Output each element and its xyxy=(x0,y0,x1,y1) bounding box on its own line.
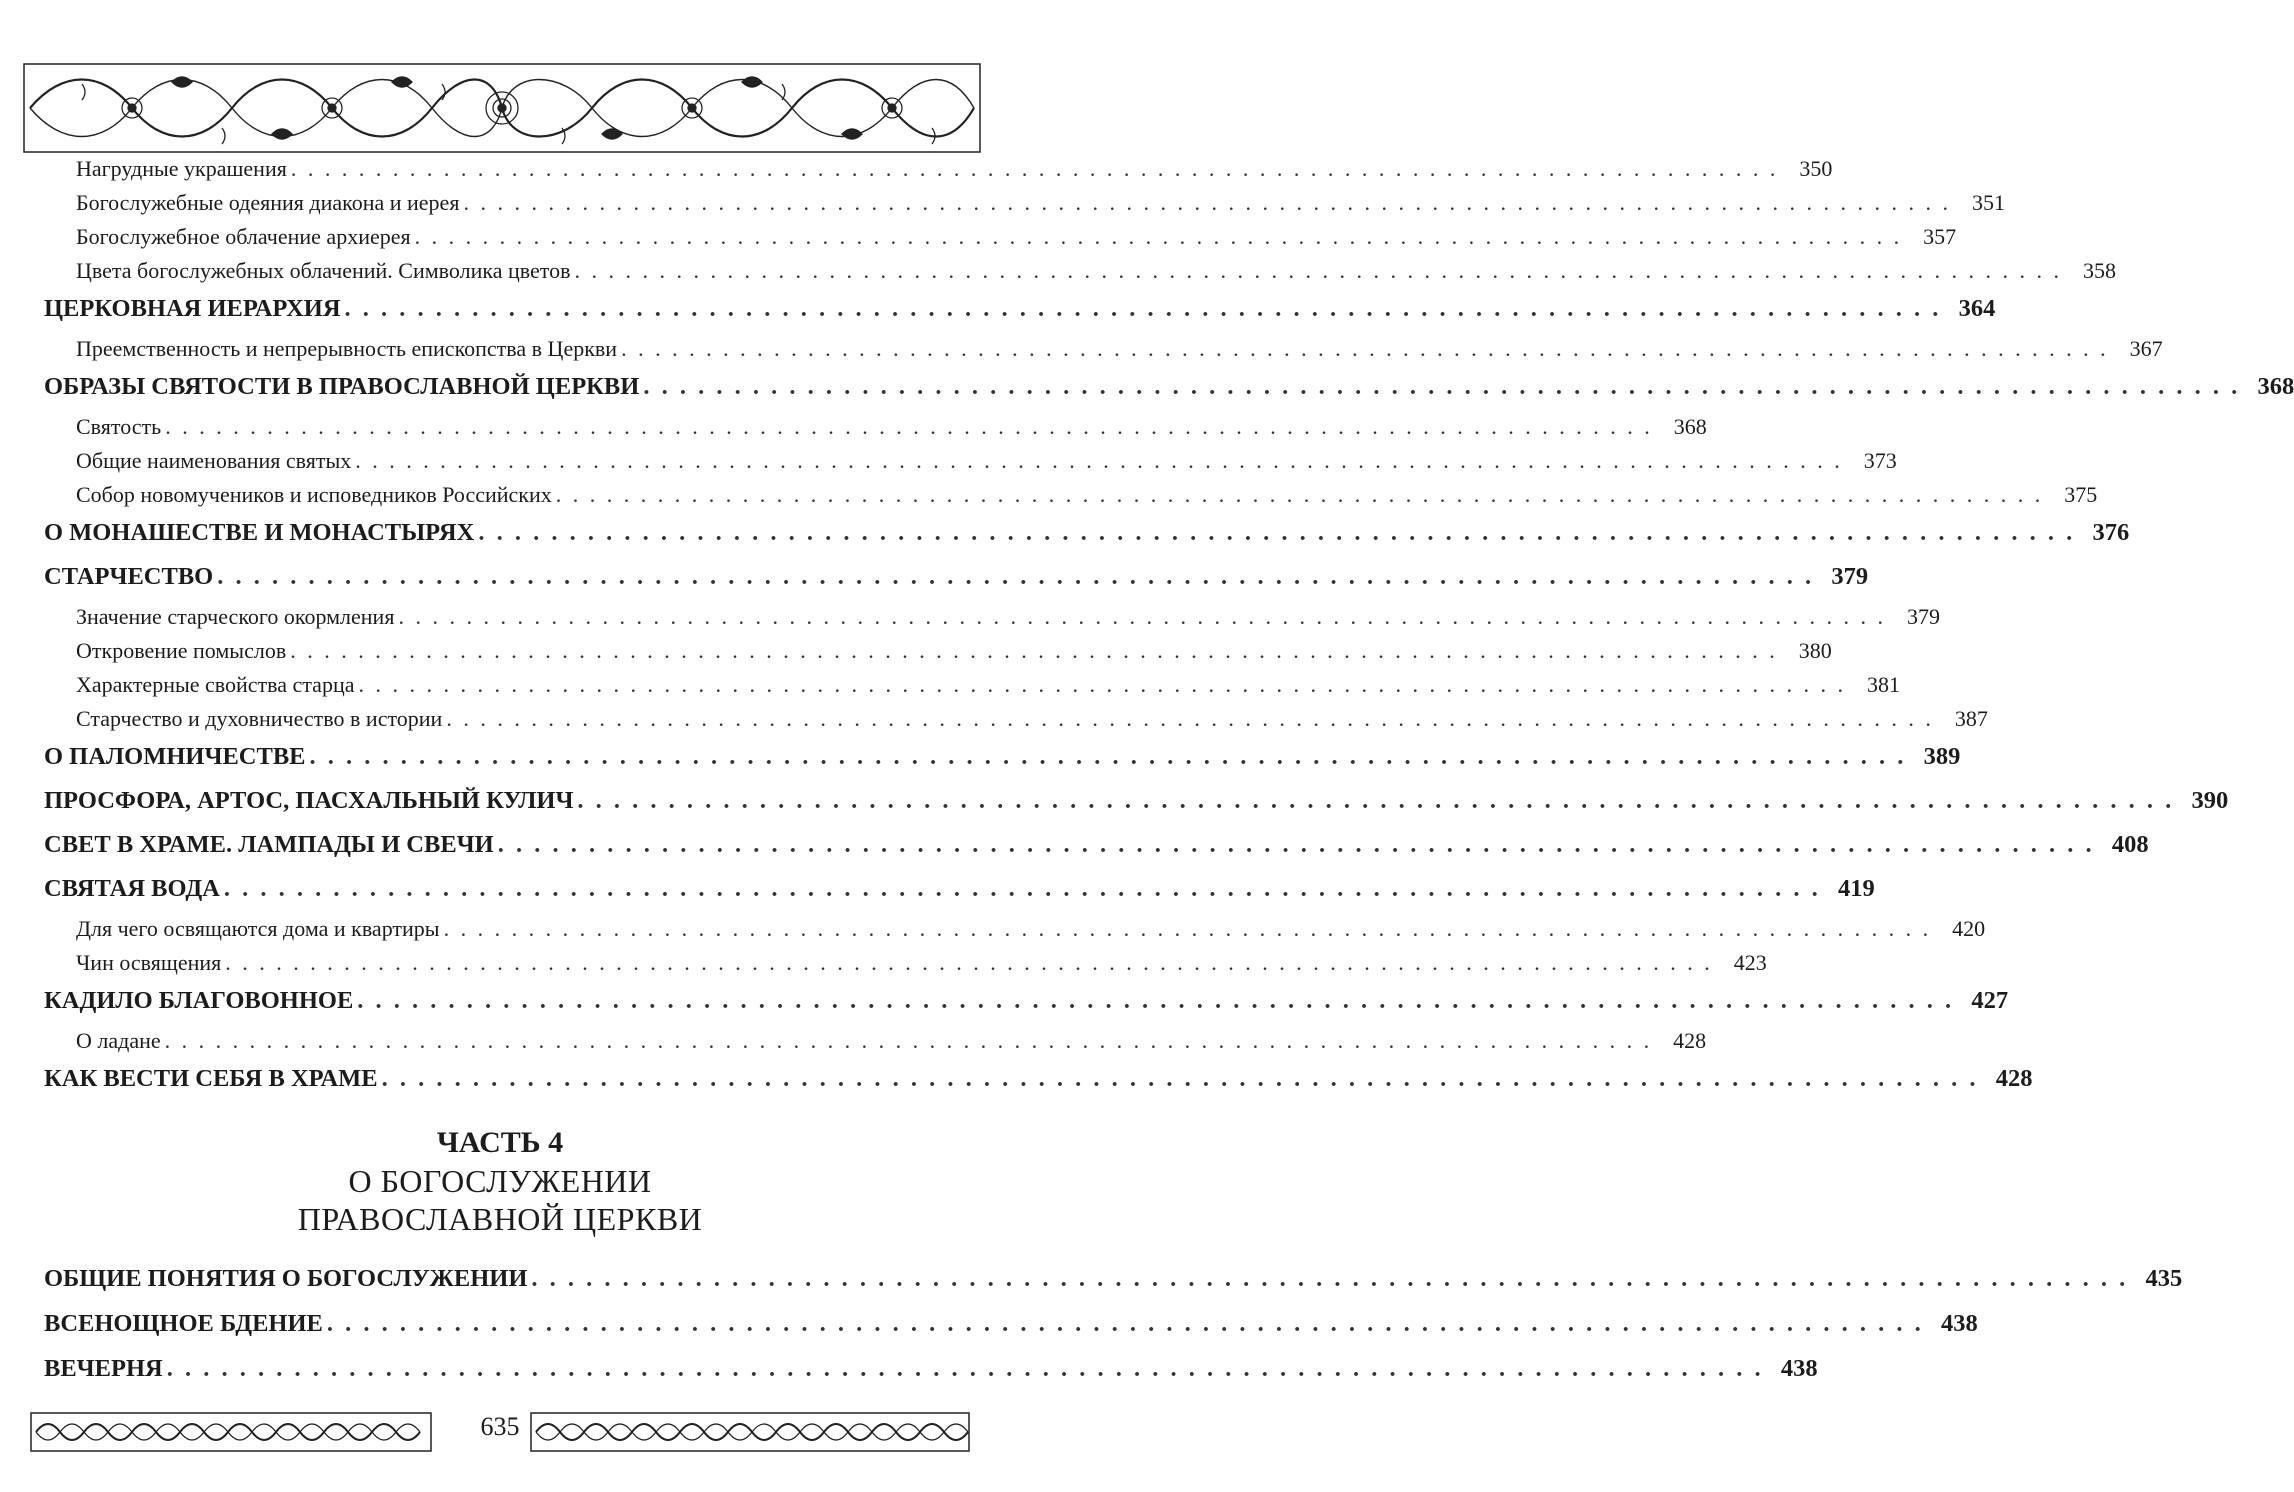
toc-section-row xyxy=(44,672,1900,706)
toc-entry-title: Характерные свойства старца xyxy=(76,672,355,697)
table-of-contents xyxy=(44,156,2294,1106)
toc-dot-leader xyxy=(290,638,1778,664)
part-title-line-2: ПРАВОСЛАВНОЙ ЦЕРКВИ xyxy=(297,1201,703,1237)
toc-section-row xyxy=(44,414,1707,448)
toc-section-row xyxy=(44,156,1833,190)
toc-chapter-row xyxy=(44,743,1961,784)
toc-page-number: 427 xyxy=(1971,987,2009,1014)
toc-dot-leader xyxy=(358,672,1846,698)
footer-scroll-ornament-icon-right xyxy=(530,1410,970,1454)
toc-dot-leader xyxy=(345,295,1942,323)
toc-page-number: 358 xyxy=(2083,258,2117,283)
table-of-contents-part-4 xyxy=(44,1262,2183,1397)
toc-page-number: 435 xyxy=(2145,1265,2183,1292)
toc-dot-leader xyxy=(444,916,1932,942)
toc-entry-title: Общие наименования святых xyxy=(76,448,352,473)
toc-section-row xyxy=(44,916,1986,950)
toc-entry-title: СВЯТАЯ ВОДА xyxy=(44,875,220,902)
toc-chapter-row xyxy=(44,1310,1978,1352)
toc-section-row xyxy=(44,706,1988,740)
toc-entry-title: Богослужебное облачение архиерея xyxy=(76,224,411,249)
toc-dot-leader xyxy=(531,1265,2128,1293)
toc-entry-title: Святость xyxy=(76,414,162,439)
toc-dot-leader xyxy=(382,1065,1979,1093)
toc-entry-title: ПРОСФОРА, АРТОС, ПАСХАЛЬНЫЙ КУЛИЧ xyxy=(44,787,574,814)
toc-page-number: 420 xyxy=(1952,916,1986,941)
toc-dot-leader xyxy=(217,563,1814,591)
toc-dot-leader xyxy=(643,373,2240,401)
toc-section-row xyxy=(44,336,2163,370)
toc-dot-leader xyxy=(291,156,1779,182)
toc-chapter-row xyxy=(44,373,2294,414)
toc-dot-leader xyxy=(478,519,2075,547)
toc-page-number: 419 xyxy=(1838,875,1875,902)
toc-entry-title: КАДИЛО БЛАГОВОННОЕ xyxy=(44,987,354,1014)
toc-page-number: 380 xyxy=(1798,638,1832,663)
toc-page-number: 379 xyxy=(1906,604,1940,629)
toc-page-number: 376 xyxy=(2092,519,2130,546)
toc-page-number: 350 xyxy=(1799,156,1833,181)
toc-page-number: 379 xyxy=(1831,563,1869,590)
page-number: 635 xyxy=(480,1412,520,1441)
toc-entry-title: КАК ВЕСТИ СЕБЯ В ХРАМЕ xyxy=(44,1065,378,1092)
toc-section-row xyxy=(44,190,2005,224)
toc-section-row xyxy=(44,258,2117,292)
part-heading xyxy=(0,1124,1000,1238)
toc-entry-title: Богослужебные одеяния диакона и иерея xyxy=(76,190,460,215)
toc-entry-title: О МОНАШЕСТВЕ И МОНАСТЫРЯХ xyxy=(44,519,475,546)
toc-entry-title: Старчество и духовничество в истории xyxy=(76,706,443,731)
toc-entry-title: Откровение помыслов xyxy=(76,638,287,663)
toc-page-number: 357 xyxy=(1923,224,1957,249)
toc-chapter-row xyxy=(44,787,2229,828)
toc-entry-title: СТАРЧЕСТВО xyxy=(44,563,214,590)
toc-entry-title: ОБРАЗЫ СВЯТОСТИ В ПРАВОСЛАВНОЙ ЦЕРКВИ xyxy=(44,373,640,400)
toc-dot-leader xyxy=(225,950,1713,976)
toc-entry-title: ВСЕНОЩНОЕ БДЕНИЕ xyxy=(44,1310,323,1337)
toc-entry-title: Преемственность и непрерывность епископства в Церкви xyxy=(76,336,618,361)
toc-dot-leader xyxy=(165,1028,1653,1054)
toc-dot-leader xyxy=(556,482,2044,508)
toc-section-row xyxy=(44,448,1897,482)
toc-chapter-row xyxy=(44,831,2149,872)
toc-entry-title: СВЕТ В ХРАМЕ. ЛАМПАДЫ И СВЕЧИ xyxy=(44,831,494,858)
toc-chapter-row xyxy=(44,1265,2183,1307)
part-number: ЧАСТЬ 4 xyxy=(436,1126,564,1159)
toc-section-row xyxy=(44,604,1940,638)
toc-dot-leader xyxy=(398,604,1886,630)
toc-dot-leader xyxy=(463,190,1951,216)
toc-page-number: 373 xyxy=(1863,448,1897,473)
part-title-line-1: О БОГОСЛУЖЕНИИ xyxy=(348,1163,652,1199)
toc-entry-title: ОБЩИЕ ПОНЯТИЯ О БОГОСЛУЖЕНИИ xyxy=(44,1265,528,1292)
toc-dot-leader xyxy=(575,258,2063,284)
toc-page-number: 368 xyxy=(2257,373,2294,400)
toc-page-number: 375 xyxy=(2064,482,2098,507)
toc-section-row xyxy=(44,1028,1707,1062)
footer-scroll-ornament-icon-left xyxy=(30,1410,432,1454)
toc-dot-leader xyxy=(357,987,1954,1015)
toc-entry-title: Собор новомучеников и исповедников Российских xyxy=(76,482,552,507)
toc-page-number: 381 xyxy=(1866,672,1900,697)
toc-dot-leader xyxy=(224,875,1821,903)
toc-section-row xyxy=(44,950,1767,984)
toc-entry-title: ЦЕРКОВНАЯ ИЕРАРХИЯ xyxy=(44,295,341,322)
toc-dot-leader xyxy=(327,1310,1924,1338)
toc-page-number: 428 xyxy=(1995,1065,2033,1092)
toc-chapter-row xyxy=(44,875,1875,916)
toc-dot-leader xyxy=(446,706,1934,732)
toc-section-row xyxy=(44,224,1957,258)
toc-page-number: 364 xyxy=(1958,295,1996,322)
toc-page-number: 351 xyxy=(1971,190,2005,215)
toc-entry-title: Цвета богослужебных облачений. Символика цветов xyxy=(76,258,571,283)
toc-dot-leader xyxy=(577,787,2174,815)
toc-page-number: 438 xyxy=(1941,1310,1978,1337)
toc-entry-title: О ПАЛОМНИЧЕСТВЕ xyxy=(44,743,306,770)
toc-entry-title: Значение старческого окормления xyxy=(76,604,395,629)
toc-entry-title: Чин освящения xyxy=(76,950,222,975)
toc-dot-leader xyxy=(355,448,1843,474)
toc-chapter-row xyxy=(44,1065,2033,1106)
toc-section-row xyxy=(44,638,1832,672)
toc-dot-leader xyxy=(415,224,1903,250)
toc-page-number: 438 xyxy=(1780,1355,1818,1382)
toc-page-number: 368 xyxy=(1673,414,1707,439)
toc-section-row xyxy=(44,482,2098,516)
toc-entry-title: ВЕЧЕРНЯ xyxy=(44,1355,163,1382)
toc-chapter-row xyxy=(44,519,2130,560)
toc-page-number: 423 xyxy=(1733,950,1767,975)
toc-page-number: 387 xyxy=(1954,706,1988,731)
toc-dot-leader xyxy=(310,743,1907,771)
toc-page-number: 408 xyxy=(2111,831,2149,858)
toc-entry-title: Для чего освящаются дома и квартиры xyxy=(76,916,440,941)
toc-chapter-row xyxy=(44,563,1869,604)
toc-chapter-row xyxy=(44,987,2009,1028)
toc-dot-leader xyxy=(165,414,1653,440)
toc-page-number: 428 xyxy=(1673,1028,1707,1053)
toc-page-number: 390 xyxy=(2191,787,2229,814)
toc-page-number: 367 xyxy=(2129,336,2163,361)
toc-dot-leader xyxy=(167,1355,1764,1383)
toc-page-number: 389 xyxy=(1923,743,1961,770)
header-floral-ornament-icon xyxy=(22,62,982,154)
toc-entry-title: Нагрудные украшения xyxy=(76,156,287,181)
toc-dot-leader xyxy=(498,831,2095,859)
toc-entry-title: О ладане xyxy=(76,1028,161,1053)
toc-dot-leader xyxy=(621,336,2109,362)
toc-chapter-row xyxy=(44,1355,1818,1397)
toc-chapter-row xyxy=(44,295,1996,336)
